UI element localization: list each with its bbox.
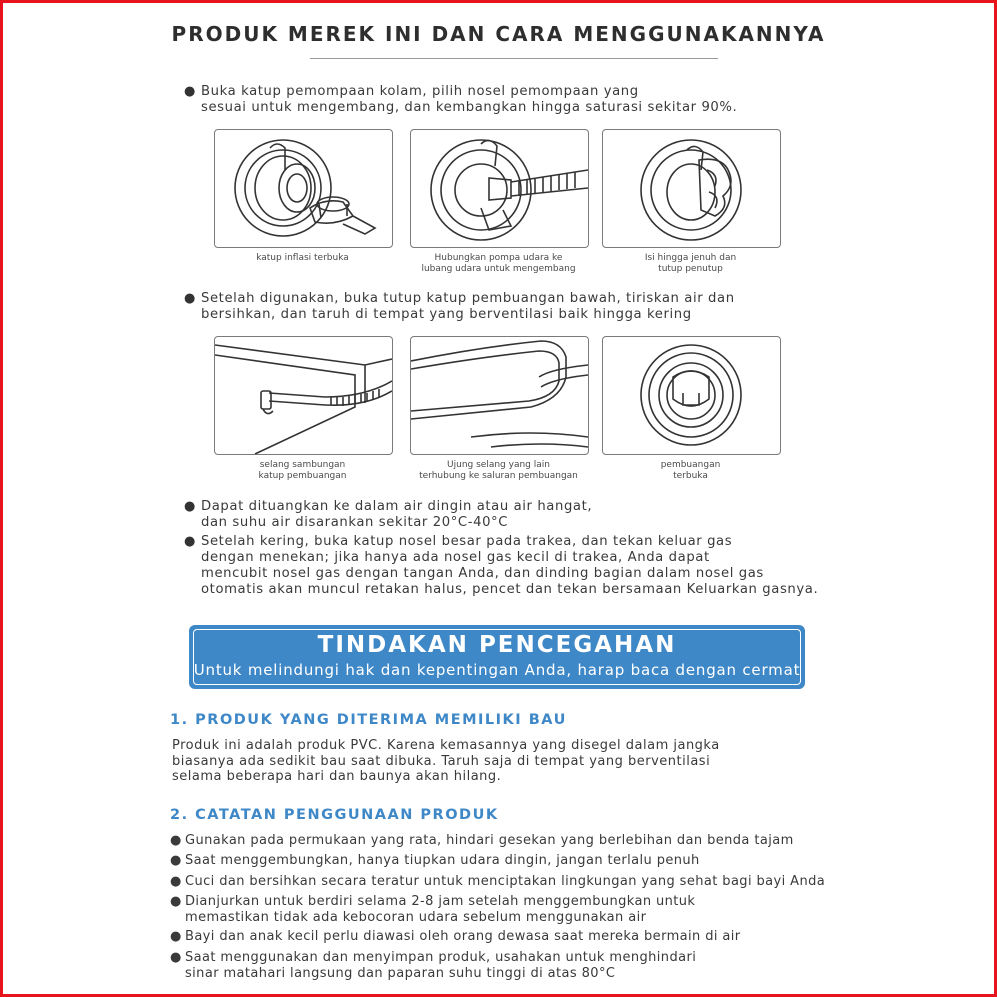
caption-valve-open	[214, 253, 391, 264]
step2-line-2: bersihkan, dan taruh di tempat yang berventilasi baik hingga kering	[201, 307, 692, 322]
list-item	[170, 853, 700, 869]
caption-line: Hubungkan pompa udara ke	[434, 253, 563, 263]
list-item	[170, 894, 696, 925]
list-item	[170, 874, 826, 890]
bullet-dot-icon: ●	[170, 874, 182, 889]
caption-line: katup pembuangan	[258, 471, 347, 481]
step4-line-3: mencubit nosel gas dengan tangan Anda, dan dinding bagian dalam nosel gas	[201, 566, 764, 581]
step4-line-4: otomatis akan muncul retakan halus, pencet dan tekan bersamaan Keluarkan gasnya.	[201, 582, 819, 597]
bullet-dot-icon: ●	[170, 833, 182, 848]
illustration-drain-open	[602, 336, 781, 455]
step3-line-2: dan suhu air disarankan sekitar 20°C-40°C	[201, 515, 509, 530]
step3-line-1: Dapat dituangkan ke dalam air dingin atau air hangat,	[201, 499, 593, 514]
step4-line-2: dengan menekan; jika hanya ada nosel gas kecil di trakea, Anda dapat	[201, 550, 710, 565]
bullet-dot-icon: ●	[184, 499, 196, 514]
caption-drain-open	[602, 460, 779, 482]
section1-line: Produk ini adalah produk PVC. Karena kemasannya yang disegel dalam jangka	[172, 738, 720, 753]
caption-drain-hose	[214, 460, 391, 482]
banner-subtitle: Untuk melindungi hak dan kepentingan Anda, harap baca dengan cermat	[193, 661, 801, 679]
step2-line-1: Setelah digunakan, buka tutup katup pembuangan bawah, tiriskan air dan	[201, 291, 735, 306]
section2-heading: 2. CATATAN PENGGUNAAN PRODUK	[170, 807, 499, 823]
caption-line: lubang udara untuk mengembang	[421, 264, 576, 274]
caption-line: terbuka	[673, 471, 708, 481]
section1-line: biasanya ada sedikit bau saat dibuka. Taruh saja di tempat yang berventilasi	[172, 753, 711, 769]
step1-line-2: sesuai untuk mengembang, dan kembangkan hingga saturasi sekitar 90%.	[201, 100, 738, 115]
list-item-line: Cuci dan bersihkan secara teratur untuk menciptakan lingkungan yang sehat bagi bayi Anda	[185, 874, 826, 889]
list-item-line: memastikan tidak ada kebocoran udara sebelum menggunakan air	[185, 909, 647, 925]
list-item	[170, 833, 794, 849]
step3-bullet	[184, 499, 593, 531]
illustration-pump-connect	[410, 129, 589, 248]
caption-line: Ujung selang yang lain	[447, 460, 550, 470]
caption-line: katup inflasi terbuka	[256, 253, 349, 263]
step4-bullet	[184, 534, 819, 598]
page-title: PRODUK MEREK INI DAN CARA MENGGUNAKANNYA	[171, 22, 826, 46]
caption-line: Isi hingga jenuh dan	[644, 253, 737, 263]
step4-line-1: Setelah kering, buka katup nosel besar pada trakea, dan tekan keluar gas	[201, 534, 733, 549]
step2-bullet	[184, 291, 735, 323]
illustration-hose-to-drain	[410, 336, 589, 455]
caption-pump-connect	[410, 253, 587, 275]
bullet-dot-icon: ●	[184, 291, 196, 306]
list-item-line: Saat menggembungkan, hanya tiupkan udara dingin, jangan terlalu penuh	[185, 853, 700, 868]
list-item-line: sinar matahari langsung dan paparan suhu tinggi di atas 80°C	[185, 965, 616, 981]
list-item-line: Bayi dan anak kecil perlu diawasi oleh orang dewasa saat mereka bermain di air	[185, 929, 741, 944]
bullet-dot-icon: ●	[184, 534, 196, 549]
step1-bullet	[184, 84, 738, 116]
caption-line: tutup penutup	[658, 264, 723, 274]
step1-line-1: Buka katup pemompaan kolam, pilih nosel pemompaan yang	[201, 84, 639, 99]
illustration-valve-open	[214, 129, 393, 248]
caption-line: selang sambungan	[259, 460, 346, 470]
caption-hose-to-drain	[410, 460, 587, 482]
title-underline	[310, 58, 718, 59]
bullet-dot-icon: ●	[170, 853, 182, 868]
precaution-banner	[189, 625, 805, 689]
section1-heading: 1. PRODUK YANG DITERIMA MEMILIKI BAU	[170, 712, 567, 728]
caption-line: terhubung ke saluran pembuangan	[419, 471, 578, 481]
list-item-line: Saat menggunakan dan menyimpan produk, usahakan untuk menghindari	[185, 950, 697, 965]
section1-text	[172, 738, 720, 785]
bullet-dot-icon: ●	[170, 929, 182, 944]
caption-line: pembuangan	[660, 460, 721, 470]
bullet-dot-icon: ●	[170, 894, 182, 909]
list-item-line: Dianjurkan untuk berdiri selama 2-8 jam setelah menggembungkan untuk	[185, 894, 696, 909]
bullet-dot-icon: ●	[184, 84, 196, 99]
banner-title: TINDAKAN PENCEGAHAN	[317, 632, 677, 658]
illustration-valve-closed	[602, 129, 781, 248]
list-item	[170, 929, 741, 945]
list-item	[170, 950, 697, 981]
illustration-drain-hose	[214, 336, 393, 455]
bullet-dot-icon: ●	[170, 950, 182, 965]
list-item-line: Gunakan pada permukaan yang rata, hindari gesekan yang berlebihan dan benda tajam	[185, 833, 794, 848]
caption-valve-closed	[602, 253, 779, 275]
section1-line: selama beberapa hari dan baunya akan hilang.	[172, 769, 502, 784]
